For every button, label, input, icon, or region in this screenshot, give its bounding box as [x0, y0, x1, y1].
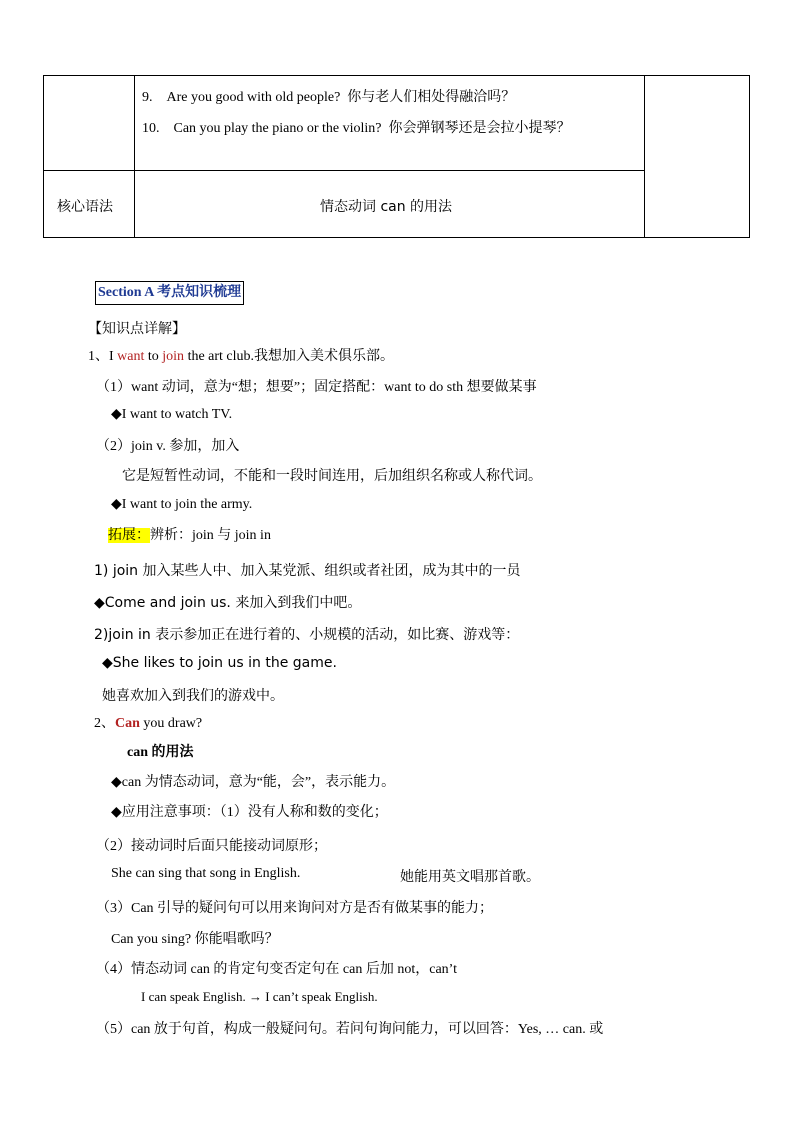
- table-row-divider: [44, 170, 645, 171]
- can-point-3-example: Can you sing? 你能唱歌吗？: [111, 932, 279, 947]
- section-title: Section A 考点知识梳理: [95, 281, 244, 305]
- join-point-2: 2)join in 表示参加正在进行着的、小规模的活动，如比赛、游戏等：: [94, 627, 520, 643]
- item-2-sentence: 2、Can you draw?: [94, 716, 203, 731]
- english-sentence: Are you good with old people?: [166, 90, 341, 105]
- extension-line: 拓展：辨析：join 与 join in: [108, 528, 271, 543]
- can-point-4: （4）情态动词 can 的肯定句变否定句在 can 后加 not，can’t: [96, 962, 457, 977]
- item-1-2-example: ◆I want to join the army.: [111, 497, 253, 512]
- can-point-2-example-en: She can sing that song in English.: [111, 866, 301, 881]
- table-line-10: [142, 117, 571, 137]
- can-point-5: （5）can 放于句首，构成一般疑问句。若问句询问能力，可以回答：Yes, … can. 或: [96, 1022, 604, 1037]
- can-usage-title: can 的用法: [127, 745, 194, 760]
- table-row-label: 核心语法: [57, 199, 113, 215]
- table-col-divider-1: [134, 76, 135, 237]
- highlight-join: join: [162, 349, 185, 364]
- vocabulary-table: [43, 75, 750, 238]
- join-point-2-translation: 她喜欢加入到我们的游戏中。: [102, 688, 284, 704]
- join-point-1-example: ◆Come and join us. 来加入到我们中吧。: [94, 595, 362, 611]
- extension-label: 拓展：: [108, 528, 150, 543]
- item-1-1-want: （1）want 动词，意为“想；想要”；固定搭配：want to do sth 想要做某事: [96, 380, 537, 395]
- join-point-2-example: ◆She likes to join us in the game.: [102, 655, 337, 671]
- item-1-2-description: 它是短暂性动词，不能和一段时间连用，后加组织名称或人称代词。: [122, 469, 542, 484]
- highlight-want: want: [117, 349, 145, 364]
- can-point-4-example: I can speak English. → I can’t speak English.: [141, 989, 378, 1004]
- can-point-modal: ◆can 为情态动词，意为“能，会”，表示能力。: [111, 775, 396, 790]
- line-number: 9.: [142, 90, 153, 105]
- item-1-2-join: （2）join v. 参加，加入: [96, 439, 240, 454]
- line-number: 10.: [142, 121, 160, 136]
- english-sentence: Can you play the piano or the violin?: [173, 121, 382, 136]
- chinese-translation: 你会弹钢琴还是会拉小提琴？: [388, 120, 571, 136]
- can-point-notes: ◆应用注意事项：（1）没有人称和数的变化；: [111, 805, 388, 820]
- knowledge-header: 【知识点详解】: [88, 321, 186, 337]
- item-1-sentence: 1、I want to join the art club.我想加入美术俱乐部。: [88, 349, 395, 364]
- chinese-translation: 你与老人们相处得融洽吗？: [347, 89, 516, 105]
- table-col-divider-2: [644, 76, 645, 237]
- table-row-content: 情态动词 can 的用法: [320, 199, 453, 215]
- can-point-2-example-cn: 她能用英文唱那首歌。: [400, 870, 540, 885]
- join-point-1: 1) join 加入某些人中、加入某党派、组织或者社团，成为其中的一员: [94, 563, 521, 579]
- highlight-can: Can: [115, 716, 140, 731]
- item-1-1-example: ◆I want to watch TV.: [111, 407, 233, 422]
- table-line-9: [142, 86, 515, 106]
- can-point-2: （2）接动词时后面只能接动词原形；: [96, 839, 327, 854]
- can-point-3: （3）Can 引导的疑问句可以用来询问对方是否有做某事的能力；: [96, 901, 494, 916]
